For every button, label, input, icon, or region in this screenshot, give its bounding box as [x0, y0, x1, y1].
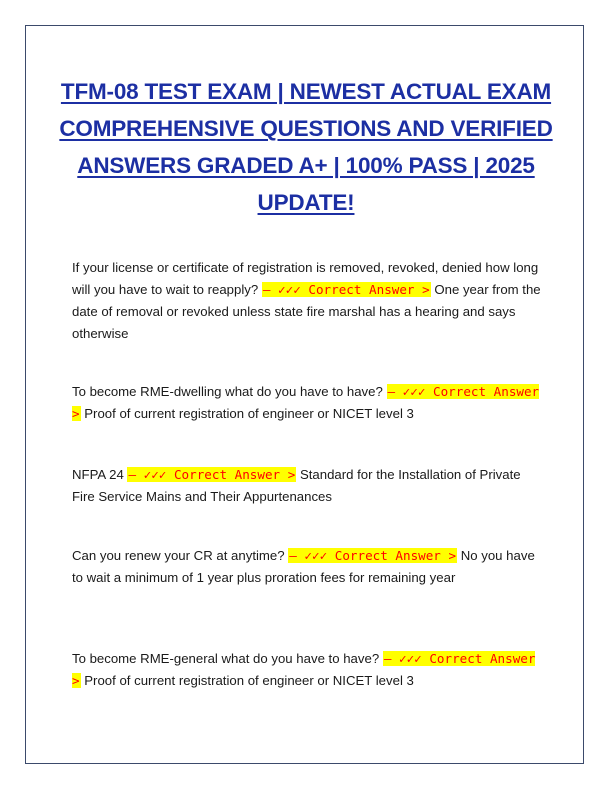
- answer-text: No you have to wait a minimum of 1 year plus proration fees for remaining year: [72, 548, 535, 585]
- answer-text: Proof of current registration of engineer or NICET level 3: [84, 673, 414, 688]
- question-text: If your license or certificate of registration is removed, revoked, denied how long will you have to wait to reapply?: [72, 260, 539, 297]
- correct-answer-marker: – ✓✓✓ Correct Answer >: [128, 467, 296, 482]
- qa-item-1: [72, 257, 542, 345]
- question-text: Can you renew your CR at anytime?: [72, 548, 285, 563]
- question-text: To become RME-general what do you have to have?: [72, 651, 380, 666]
- answer-text: Standard for the Installation of Private Fire Service Mains and Their Appurtenances: [72, 467, 521, 504]
- correct-answer-marker: – ✓✓✓ Correct Answer >: [262, 282, 430, 297]
- qa-item-4: [72, 545, 542, 589]
- question-text: To become RME-dwelling what do you have to have?: [72, 384, 383, 399]
- document-title-text: TFM-08 TEST EXAM | NEWEST ACTUAL EXAM COMPREHENSIVE QUESTIONS AND VERIFIED ANSWERS GRADED A+ | 100% PASS | 2025 UPDATE!: [59, 79, 553, 215]
- qa-item-3: [72, 464, 542, 508]
- correct-answer-marker: – ✓✓✓ Correct Answer >: [72, 651, 536, 688]
- document-title: [52, 73, 560, 221]
- correct-answer-marker: – ✓✓✓ Correct Answer >: [289, 548, 457, 563]
- qa-item-5: [72, 648, 542, 692]
- answer-text: Proof of current registration of engineer or NICET level 3: [84, 406, 414, 421]
- correct-answer-marker: – ✓✓✓ Correct Answer >: [72, 384, 540, 421]
- question-text: NFPA 24: [72, 467, 124, 482]
- answer-text: One year from the date of removal or revoked unless state fire marshal has a hearing and says otherwise: [72, 282, 541, 341]
- qa-item-2: [72, 381, 542, 425]
